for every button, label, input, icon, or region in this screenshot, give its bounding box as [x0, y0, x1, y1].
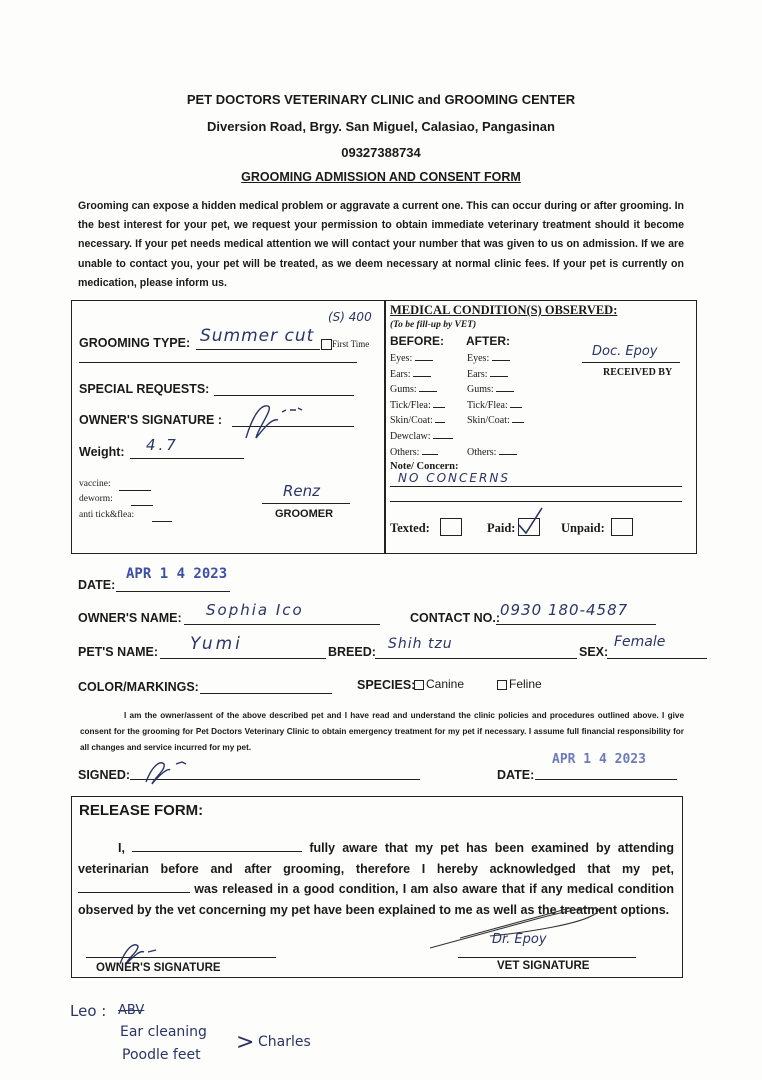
date-stamp: APR 1 4 2023: [126, 566, 228, 582]
contact-value: 0930 180-4587: [500, 601, 629, 619]
received-value: Doc. Epoy: [592, 344, 658, 359]
before-item: Skin/Coat:: [390, 413, 462, 429]
color-line[interactable]: [200, 680, 332, 694]
received-line: [582, 362, 680, 363]
after-item: Eyes:: [467, 351, 547, 367]
breed-value: Shih tzu: [388, 636, 453, 652]
before-label: BEFORE:: [390, 334, 444, 348]
vaccine-line[interactable]: [119, 479, 151, 491]
release-title: RELEASE FORM:: [79, 802, 204, 819]
note-line-2[interactable]: [390, 501, 682, 502]
color-label: COLOR/MARKINGS:: [78, 680, 199, 694]
breed-label: BREED:: [328, 645, 376, 659]
groomer-line: [262, 503, 350, 504]
contact-label: CONTACT NO.:: [410, 611, 501, 625]
before-item: Tick/Flea:: [390, 398, 462, 414]
grooming-type-line-2: [79, 362, 357, 363]
after-items: [467, 351, 547, 460]
feline-checkbox[interactable]: [497, 680, 507, 690]
before-item: Ears:: [390, 367, 462, 383]
vet-signature-value: Dr. Epoy: [492, 932, 547, 947]
after-item: Tick/Flea:: [467, 398, 547, 414]
weight-label: Weight:: [79, 445, 125, 459]
vet-signature-scribble: [420, 898, 620, 958]
deworm-line[interactable]: [131, 494, 153, 506]
owner-signature-scribble: [238, 398, 308, 444]
grooming-type-label: GROOMING TYPE:: [79, 336, 191, 350]
paid-label: Paid:: [487, 521, 516, 535]
footer-note-crossed: ABV: [118, 1003, 145, 1018]
before-item: Gums:: [390, 382, 462, 398]
medical-subtitle: (To be fill-up by VET): [390, 320, 477, 330]
grooming-type-value: Summer cut: [200, 326, 315, 346]
vet-release-label: VET SIGNATURE: [497, 960, 590, 972]
owner-signature-label: OWNER'S SIGNATURE :: [79, 413, 223, 427]
canine-label: Canine: [426, 677, 465, 691]
before-item: Dewclaw:: [390, 429, 462, 445]
pet-name-line[interactable]: [160, 645, 326, 659]
signed-date-stamp: APR 1 4 2023: [552, 752, 646, 767]
special-requests-line[interactable]: [214, 382, 354, 396]
vaccine-label: vaccine:: [79, 479, 111, 489]
texted-label: Texted:: [390, 521, 430, 535]
canine-checkbox[interactable]: [414, 680, 424, 690]
clinic-name: PET DOCTORS VETERINARY CLINIC and GROOMING CENTER: [186, 92, 576, 107]
after-item: Others:: [467, 445, 547, 461]
signed-date-line[interactable]: [535, 779, 677, 780]
date-label: DATE:: [78, 578, 116, 592]
groomer-label: GROOMER: [275, 508, 334, 520]
footer-note-3: Poodle feet: [122, 1047, 201, 1063]
signed-date-label: DATE:: [497, 768, 535, 782]
antitick-label: anti tick&flea:: [79, 510, 135, 520]
sex-value: Female: [614, 634, 666, 650]
special-requests-label: SPECIAL REQUESTS:: [79, 382, 210, 396]
sex-label: SEX:: [579, 645, 609, 659]
release-paragraph: I, fully aware that my pet has been examined by attending veterinarian before and after grooming, therefore I hereby acknowledged that my pet, was released in a good condition, I am also aware that if any medical condition observed by the vet concerning my pet have been explained to me as well as the treatment options.: [78, 838, 674, 920]
footer-note-2: Ear cleaning: [120, 1024, 207, 1040]
pet-name-label: PET'S NAME:: [78, 645, 159, 659]
texted-checkbox[interactable]: [440, 518, 462, 536]
owner-release-line[interactable]: [86, 957, 276, 958]
deworm-label: deworm:: [79, 494, 113, 504]
form-title: GROOMING ADMISSION AND CONSENT FORM: [241, 170, 521, 184]
owner-release-label: OWNER'S SIGNATURE: [96, 962, 221, 974]
footer-note-1: Leo :: [70, 1002, 107, 1020]
note-label: Note/ Concern:: [390, 461, 459, 472]
signed-scribble: [140, 756, 200, 786]
after-item: Gums:: [467, 382, 547, 398]
species-label: SPECIES:: [357, 678, 416, 692]
release-name-blank[interactable]: [132, 838, 302, 852]
unpaid-checkbox[interactable]: [611, 518, 633, 536]
received-label: RECEIVED BY: [603, 367, 673, 378]
vet-release-line[interactable]: [458, 957, 636, 958]
after-item: Ears:: [467, 367, 547, 383]
after-label: AFTER:: [466, 334, 510, 348]
check-mark-icon: [516, 505, 546, 537]
weight-value: 4.7: [146, 436, 179, 454]
release-pet-blank[interactable]: [78, 879, 190, 893]
grooming-type-note: (S) 400: [328, 310, 372, 324]
consent-paragraph: I am the owner/assent of the above described pet and I have read and understand the clinic policies and procedures outlined above. I give consent for the grooming for Pet Doctors Veterinary Clinic to obtain emergency treatment for my pet if necessary. I assume full financial responsibility for all changes and service incurred for my pet.: [80, 711, 684, 752]
box-divider: [384, 300, 386, 554]
after-item: [467, 429, 547, 445]
clinic-address: Diversion Road, Brgy. San Miguel, Calasiao, Pangasinan: [207, 119, 555, 134]
pet-name-value: Yumi: [190, 634, 243, 654]
signed-label: SIGNED:: [78, 768, 131, 782]
unpaid-label: Unpaid:: [561, 521, 605, 535]
after-item: Skin/Coat:: [467, 413, 547, 429]
groomer-name: Renz: [283, 482, 321, 500]
owner-name-label: OWNER'S NAME:: [78, 611, 182, 625]
bracket-icon: >: [236, 1030, 255, 1055]
first-time-label: First Time: [332, 339, 370, 349]
before-item: Others:: [390, 445, 462, 461]
intro-paragraph: Grooming can expose a hidden medical problem or aggravate a current one. This can occur during or after grooming. In the best interest for your pet, we request your permission to obtain immediate veterinary treatment should it become necessary. If your pet needs medical attention we will contact your number that was given to us on admission. If we are unable to contact you, your pet will be treated, as we deem necessary at normal clinic fees. If your pet is currently on medication, please inform us.: [78, 200, 684, 289]
clinic-phone: 09327388734: [341, 145, 421, 160]
note-value: NO CONCERNS: [398, 471, 510, 485]
footer-note-bracket-name: Charles: [258, 1034, 311, 1050]
owner-name-value: Sophia Ico: [206, 601, 304, 619]
medical-title: MEDICAL CONDITION(S) OBSERVED:: [390, 303, 618, 317]
before-items: [390, 351, 462, 460]
first-time-checkbox[interactable]: [321, 339, 332, 350]
antitick-line[interactable]: [152, 510, 172, 522]
feline-label: Feline: [509, 677, 542, 691]
before-item: Eyes:: [390, 351, 462, 367]
note-line-1[interactable]: [390, 486, 682, 487]
